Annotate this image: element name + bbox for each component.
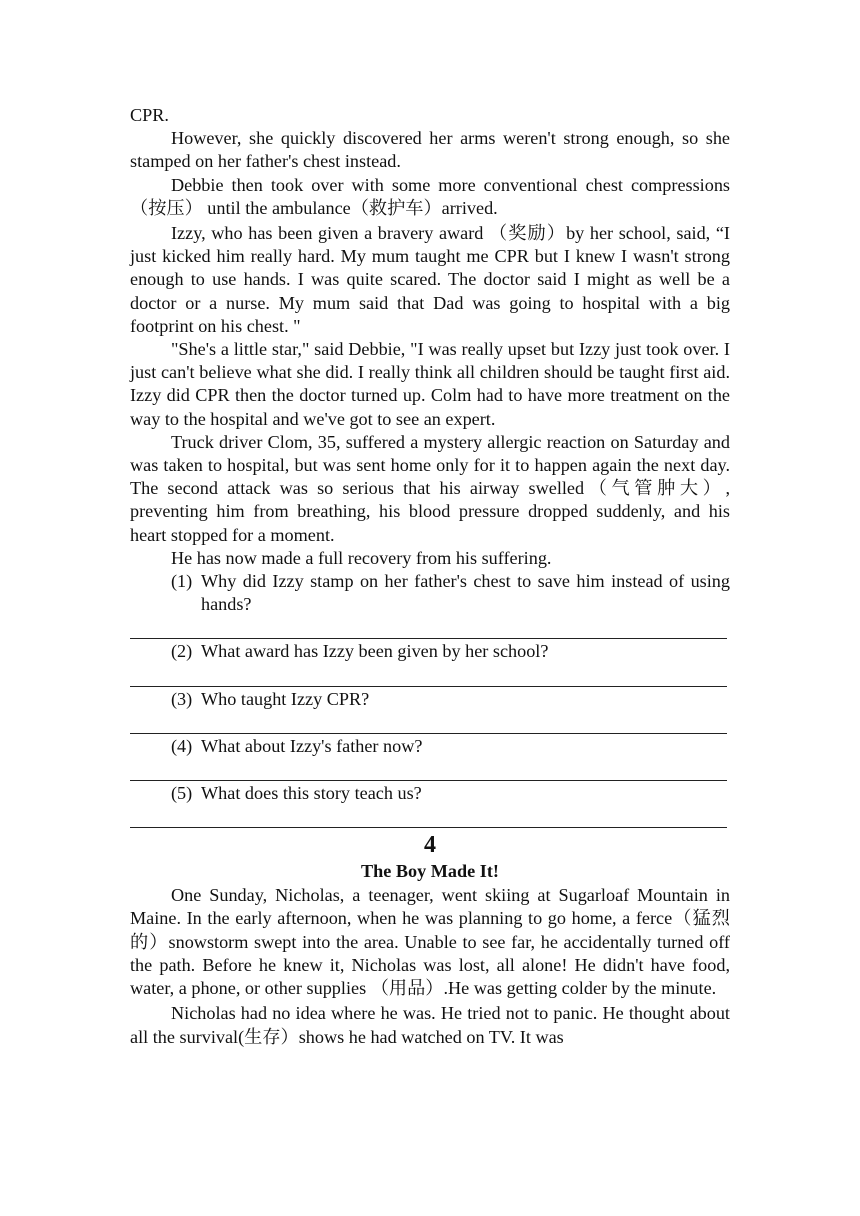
question-text: Why did Izzy stamp on her father's chest to save him instead of using hands? [201,571,730,615]
paragraph-izzy-quote: Izzy, who has been given a bravery award （奖励）by her school, said, “I just kicked him really hard. My mum taught me CPR but I knew I wasn't strong enough to use hands. I was quite scared. The doctor said I might as well be a doctor or a nurse. My mum said that Dad was going to hospital with a big footprint on his chest. " [130,223,730,336]
question-number: (2) [171,641,193,662]
question-text: What award has Izzy been given by her school? [201,641,549,662]
question-number: (3) [171,688,193,709]
question-4 [130,735,730,758]
question-2 [130,640,730,663]
answer-line-2[interactable] [130,664,727,687]
question-number: (5) [171,783,193,804]
question-text: What about Izzy's father now? [201,735,423,756]
answer-line-5[interactable] [130,805,727,828]
question-number: (4) [171,735,193,756]
question-number: (1) [171,571,193,592]
paragraph-debbie-compressions: Debbie then took over with some more conventional chest compressions（按压） until the ambulance（救护车）arrived. [130,174,730,218]
paragraph-truck-driver: Truck driver Clom, 35, suffered a mystery allergic reaction on Saturday and was taken to hospital, but was sent home only for it to happen again the next day. The second attack was so serious that his airway swelled（气管肿大）, preventing him from breathing, his blood pressure dropped suddenly, and his heart stopped for a moment. [130,431,730,545]
section-title: The Boy Made It! [361,861,499,882]
paragraph-debbie-quote: "She's a little star," said Debbie, "I was really upset but Izzy just took over. I just can't believe what she did. I really think all children should be taught first aid. Izzy did CPR then the doctor turned up. Colm had to have more treatment on the way to the hospital and we've got to see an expert. [130,339,730,429]
answer-line-1[interactable] [130,616,727,639]
question-3 [130,688,730,711]
answer-line-4[interactable] [130,758,727,781]
question-1 [130,570,730,616]
question-text: Who taught Izzy CPR? [201,688,370,709]
paragraph-stamped: However, she quickly discovered her arms weren't strong enough, so she stamped on her father's chest instead. [130,128,730,172]
answer-line-3[interactable] [130,711,727,734]
paragraph-nicholas-lost: Nicholas had no idea where he was. He tried not to panic. He thought about all the survival(生存）shows he had watched on TV. It was [130,1003,730,1047]
paragraph-cpr-fragment: CPR. [130,105,169,125]
paragraph-nicholas-skiing: One Sunday, Nicholas, a teenager, went skiing at Sugarloaf Mountain in Maine. In the early afternoon, when he was planning to go home, a ferce（猛烈的）snowstorm swept into the area. Unable to see far, he accidentally turned off the path. Before he knew it, Nicholas was lost, all alone! He didn't have food, water, a phone, or other supplies （用品）.He was getting colder by the minute. [130,885,730,999]
paragraph-recovery: He has now made a full recovery from his suffering. [171,547,552,568]
question-5 [130,782,730,805]
document-page [130,104,730,1049]
section-number: 4 [424,832,436,859]
question-text: What does this story teach us? [201,783,422,804]
